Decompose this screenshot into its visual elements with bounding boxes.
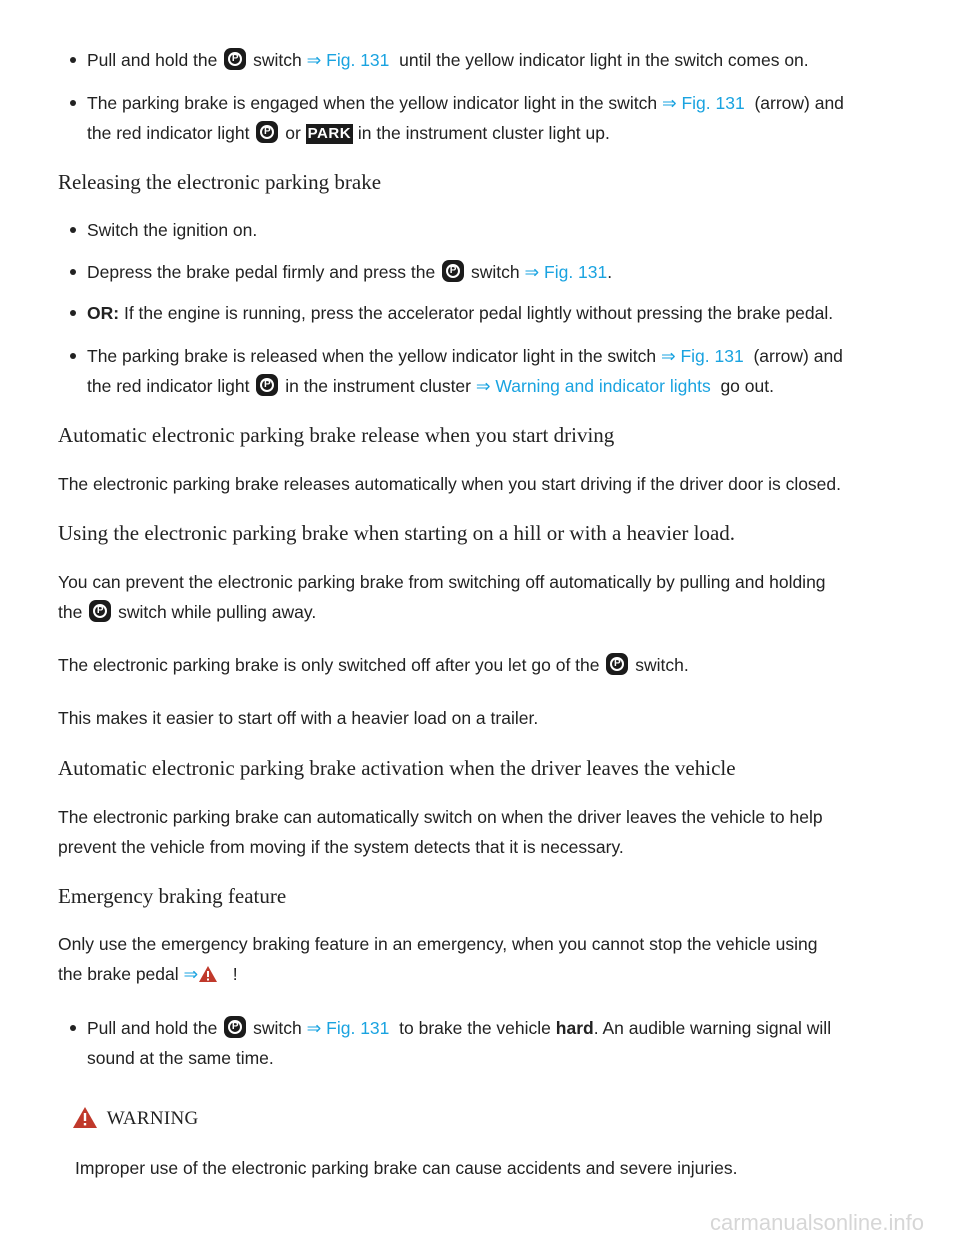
text: or (285, 123, 301, 143)
text: If the engine is running, press the accelerator pedal lightly without pressing the brake pedal. (123, 303, 834, 323)
warning-text: Improper use of the electronic parking brake can cause accidents and severe injuries. (75, 1158, 738, 1178)
warning-heading (72, 1106, 199, 1130)
text: ! (232, 964, 238, 984)
parking-brake-switch-icon: P (442, 260, 464, 282)
text: You can prevent the electronic parking brake from switching off automatically by pulling and holding (58, 572, 826, 592)
section-heading: Releasing the electronic parking brake (58, 170, 382, 194)
text: The parking brake is released when the yellow indicator light in the switch (87, 346, 657, 366)
text: Depress the brake pedal firmly and press the (87, 262, 436, 282)
section-heading: Automatic electronic parking brake activation when the driver leaves the vehicle (58, 756, 736, 780)
text: (arrow) and (754, 93, 844, 113)
text: . (607, 262, 613, 282)
text: the red indicator light (87, 123, 250, 143)
paragraph: The electronic parking brake releases automatically when you start driving if the driver door is closed. (58, 474, 842, 494)
text: switch (253, 50, 302, 70)
section-heading: Using the electronic parking brake when starting on a hill or with a heavier load. (58, 521, 736, 545)
fig-131-link[interactable]: ⇒ Fig. 131 (306, 50, 390, 70)
text: in the instrument cluster (285, 376, 471, 396)
paragraph (58, 567, 918, 627)
list-item (87, 215, 917, 245)
section-heading: Automatic electronic parking brake release when you start driving (58, 423, 615, 447)
warning-title: WARNING (106, 1108, 199, 1129)
fig-131-link[interactable]: ⇒ Fig. 131 (661, 93, 745, 113)
warning-link[interactable]: ⇒ (183, 964, 199, 984)
text: Only use the emergency braking feature in an emergency, when you cannot stop the vehicle using (58, 934, 818, 954)
list-item (87, 341, 917, 401)
list-item (87, 45, 917, 75)
list-item (87, 298, 917, 328)
text: the brake pedal (58, 964, 179, 984)
text: the red indicator light (87, 376, 250, 396)
list-item (87, 257, 917, 287)
text: sound at the same time. (87, 1048, 274, 1068)
text: . An audible warning signal will (593, 1018, 832, 1038)
parking-brake-indicator-icon: P (256, 121, 278, 143)
text: switch (470, 262, 520, 282)
text: Pull and hold the (87, 50, 218, 70)
text: OR: (87, 303, 120, 323)
text: Pull and hold the (87, 1018, 218, 1038)
list-item (87, 1013, 917, 1073)
text: The parking brake is engaged when the yellow indicator light in the switch (87, 93, 658, 113)
text: until the yellow indicator light in the switch comes on. (399, 50, 809, 70)
paragraph (58, 802, 918, 862)
warning-triangle-icon[interactable] (198, 965, 218, 983)
watermark: carmanualsonline.info (709, 1210, 924, 1235)
paragraph: This makes it easier to start off with a heavier load on a trailer. (58, 708, 539, 728)
text: switch (253, 1018, 302, 1038)
section-heading: Emergency braking feature (58, 884, 287, 908)
text: The electronic parking brake can automatically switch on when the driver leaves the vehicle to help (58, 807, 823, 827)
text: go out. (720, 376, 774, 396)
parking-brake-switch-icon: P (606, 653, 628, 675)
text: Switch the ignition on. (87, 220, 258, 240)
list-item (87, 88, 917, 148)
paragraph (58, 650, 918, 680)
fig-131-link[interactable]: ⇒ Fig. 131 (660, 346, 744, 366)
parking-brake-switch-icon: P (89, 600, 111, 622)
warning-triangle-icon (72, 1106, 98, 1129)
fig-131-link[interactable]: ⇒ Fig. 131 (306, 1018, 390, 1038)
parking-brake-indicator-icon: P (256, 374, 278, 396)
text: to brake the vehicle (399, 1018, 551, 1038)
parking-brake-switch-icon: P (224, 1016, 246, 1038)
text: the (58, 602, 83, 622)
park-indicator-icon: PARK (307, 125, 352, 142)
parking-brake-switch-icon: P (224, 48, 246, 70)
text: (arrow) and (753, 346, 843, 366)
fig-131-link[interactable]: ⇒ Fig. 131 (524, 262, 608, 282)
warning-indicator-lights-link[interactable]: ⇒ Warning and indicator lights (475, 376, 711, 396)
text: switch. (635, 655, 689, 675)
text: prevent the vehicle from moving if the system detects that it is necessary. (58, 837, 624, 857)
text: The electronic parking brake is only switched off after you let go of the (58, 655, 600, 675)
paragraph (58, 929, 918, 989)
text: in the instrument cluster light up. (357, 123, 610, 143)
text: hard (555, 1018, 594, 1038)
text: switch while pulling away. (118, 602, 317, 622)
